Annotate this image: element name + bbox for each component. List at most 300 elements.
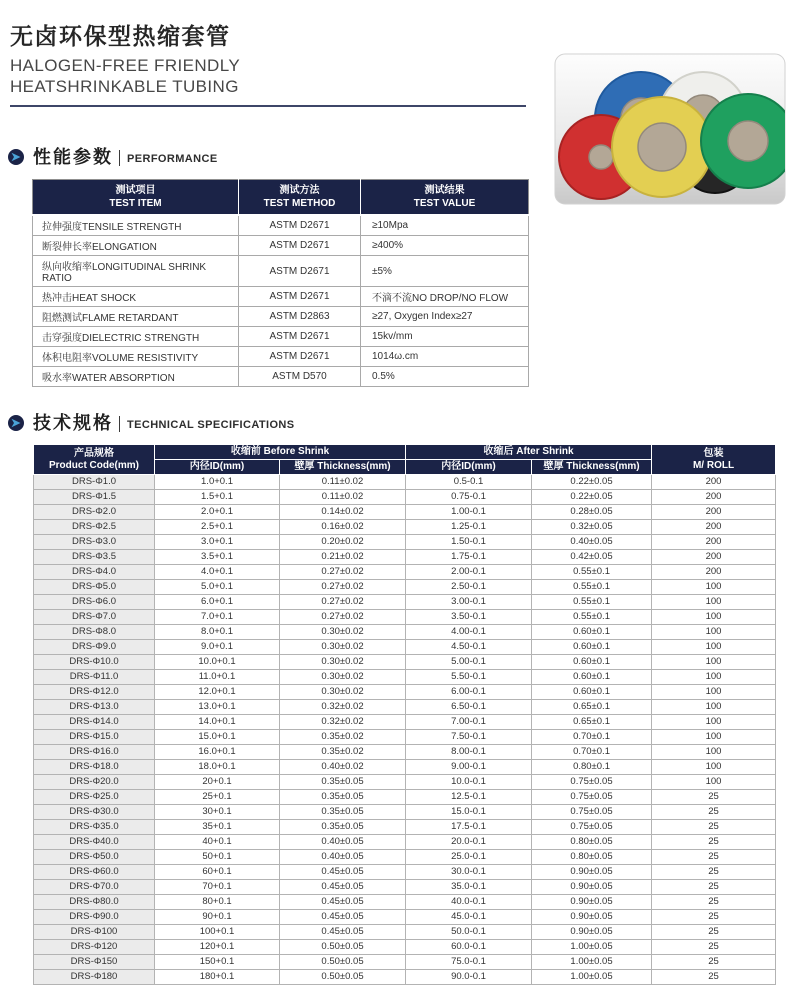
table-row [33, 236, 529, 256]
table-cell: 17.5-0.1 [406, 820, 532, 835]
table-cell: 100+0.1 [155, 925, 280, 940]
table-cell: 0.65±0.1 [532, 700, 652, 715]
table-cell: 0.90±0.05 [532, 895, 652, 910]
table-cell: 0.42±0.05 [532, 550, 652, 565]
table-cell: 纵向收缩率LONGITUDINAL SHRINK RATIO [33, 256, 239, 287]
table-cell: 25+0.1 [155, 790, 280, 805]
table-cell: 0.75±0.05 [532, 790, 652, 805]
table-cell: ASTM D2671 [239, 287, 361, 307]
table-cell: 12.5-0.1 [406, 790, 532, 805]
table-cell: 0.50±0.05 [280, 970, 406, 985]
table-cell: DRS-Φ2.5 [34, 520, 155, 535]
table-cell: 阻燃测试FLAME RETARDANT [33, 307, 239, 327]
table-cell: 15.0+0.1 [155, 730, 280, 745]
table-cell: 15.0-0.1 [406, 805, 532, 820]
spec-sheet-page [0, 18, 800, 989]
table-cell: 断裂伸长率ELONGATION [33, 236, 239, 256]
table-cell: 5.0+0.1 [155, 580, 280, 595]
table-cell: ASTM D2671 [239, 256, 361, 287]
table-cell: 100 [652, 745, 776, 760]
table-cell: 25.0-0.1 [406, 850, 532, 865]
table-cell: DRS-Φ14.0 [34, 715, 155, 730]
table-cell: 0.30±0.02 [280, 685, 406, 700]
table-cell: 9.0+0.1 [155, 640, 280, 655]
table-cell: 0.40±0.05 [280, 850, 406, 865]
table-cell: 2.00-0.1 [406, 565, 532, 580]
table-cell: 100 [652, 640, 776, 655]
table-row [34, 580, 776, 595]
table-cell: 1.00-0.1 [406, 505, 532, 520]
table-row [34, 805, 776, 820]
group-header-after-shrink: 收缩后 After Shrink [406, 445, 652, 460]
col-header-after-id: 内径ID(mm) [406, 460, 532, 475]
table-cell: 0.30±0.02 [280, 655, 406, 670]
table-cell: DRS-Φ9.0 [34, 640, 155, 655]
table-cell: 100 [652, 655, 776, 670]
table-cell: 3.5+0.1 [155, 550, 280, 565]
col-header-before-id: 内径ID(mm) [155, 460, 280, 475]
table-cell: 40+0.1 [155, 835, 280, 850]
table-cell: 0.60±0.1 [532, 685, 652, 700]
table-cell: 0.27±0.02 [280, 580, 406, 595]
table-cell: 0.35±0.05 [280, 820, 406, 835]
table-cell: 0.50±0.05 [280, 955, 406, 970]
table-cell: 0.70±0.1 [532, 730, 652, 745]
col-header-test-value: 测试结果 TEST VALUE [361, 180, 529, 216]
table-cell: 50+0.1 [155, 850, 280, 865]
table-cell: 0.45±0.05 [280, 865, 406, 880]
table-cell: 0.45±0.05 [280, 910, 406, 925]
table-cell: 体积电阻率VOLUME RESISTIVITY [33, 347, 239, 367]
table-cell: 5.00-0.1 [406, 655, 532, 670]
table-cell: 25 [652, 805, 776, 820]
table-cell: DRS-Φ150 [34, 955, 155, 970]
table-cell: ASTM D2863 [239, 307, 361, 327]
table-cell: 80+0.1 [155, 895, 280, 910]
table-row [34, 610, 776, 625]
table-cell: 0.35±0.02 [280, 730, 406, 745]
table-cell: 0.55±0.1 [532, 610, 652, 625]
table-cell: 拉伸强度TENSILE STRENGTH [33, 215, 239, 236]
table-cell: DRS-Φ3.5 [34, 550, 155, 565]
table-row [33, 327, 529, 347]
table-cell: 100 [652, 610, 776, 625]
table-cell: 0.32±0.02 [280, 715, 406, 730]
table-cell: ASTM D2671 [239, 327, 361, 347]
table-cell: 25 [652, 910, 776, 925]
table-cell: 100 [652, 625, 776, 640]
table-cell: 60.0-0.1 [406, 940, 532, 955]
table-cell: DRS-Φ2.0 [34, 505, 155, 520]
table-cell: 7.50-0.1 [406, 730, 532, 745]
table-row [34, 715, 776, 730]
table-cell: DRS-Φ3.0 [34, 535, 155, 550]
performance-table [32, 179, 529, 387]
table-cell: 0.45±0.05 [280, 895, 406, 910]
table-cell: 50.0-0.1 [406, 925, 532, 940]
table-cell: 16.0+0.1 [155, 745, 280, 760]
table-cell: 0.40±0.02 [280, 760, 406, 775]
table-cell: 2.0+0.1 [155, 505, 280, 520]
table-cell: DRS-Φ11.0 [34, 670, 155, 685]
table-cell: 3.50-0.1 [406, 610, 532, 625]
table-row [34, 730, 776, 745]
table-cell: 1.00±0.05 [532, 955, 652, 970]
table-cell: 100 [652, 715, 776, 730]
table-cell: 100 [652, 760, 776, 775]
table-cell: 25 [652, 940, 776, 955]
col-header-after-thickness: 壁厚 Thickness(mm) [532, 460, 652, 475]
table-cell: 热冲击HEAT SHOCK [33, 287, 239, 307]
table-cell: 8.0+0.1 [155, 625, 280, 640]
table-cell: 0.14±0.02 [280, 505, 406, 520]
table-cell: 25 [652, 865, 776, 880]
table-row [34, 490, 776, 505]
table-cell: DRS-Φ50.0 [34, 850, 155, 865]
table-cell: 70+0.1 [155, 880, 280, 895]
table-cell: 200 [652, 520, 776, 535]
table-cell: 40.0-0.1 [406, 895, 532, 910]
table-cell: 0.80±0.05 [532, 850, 652, 865]
table-row [34, 940, 776, 955]
table-row [34, 535, 776, 550]
table-cell: 100 [652, 685, 776, 700]
table-cell: DRS-Φ5.0 [34, 580, 155, 595]
table-cell: 0.90±0.05 [532, 880, 652, 895]
table-row [34, 790, 776, 805]
arrow-circle-icon [8, 415, 24, 431]
table-cell: 0.28±0.05 [532, 505, 652, 520]
table-cell: 5.50-0.1 [406, 670, 532, 685]
table-cell: 25 [652, 790, 776, 805]
roll-core [638, 123, 686, 171]
table-cell: DRS-Φ16.0 [34, 745, 155, 760]
table-cell: DRS-Φ13.0 [34, 700, 155, 715]
table-cell: DRS-Φ90.0 [34, 910, 155, 925]
table-cell: DRS-Φ20.0 [34, 775, 155, 790]
subtitle-line-2: HEATSHRINKABLE TUBING [10, 77, 239, 96]
table-cell: 0.30±0.02 [280, 625, 406, 640]
table-cell: ≥27, Oxygen Index≥27 [361, 307, 529, 327]
table-cell: 0.16±0.02 [280, 520, 406, 535]
table-cell: 0.35±0.05 [280, 775, 406, 790]
table-row [34, 820, 776, 835]
table-cell: 100 [652, 730, 776, 745]
table-cell: DRS-Φ70.0 [34, 880, 155, 895]
table-cell: 120+0.1 [155, 940, 280, 955]
table-cell: 1.0+0.1 [155, 475, 280, 490]
table-cell: 0.55±0.1 [532, 595, 652, 610]
table-cell: 12.0+0.1 [155, 685, 280, 700]
table-row [34, 670, 776, 685]
table-cell: 6.0+0.1 [155, 595, 280, 610]
col-header-test-item: 测试项目 TEST ITEM [33, 180, 239, 216]
table-cell: 18.0+0.1 [155, 760, 280, 775]
product-photo [555, 54, 785, 204]
table-cell: 1014ω.cm [361, 347, 529, 367]
table-cell: 25 [652, 895, 776, 910]
table-cell: 0.45±0.05 [280, 880, 406, 895]
table-cell: DRS-Φ1.5 [34, 490, 155, 505]
table-cell: 0.75-0.1 [406, 490, 532, 505]
table-cell: 7.0+0.1 [155, 610, 280, 625]
table-cell: 0.20±0.02 [280, 535, 406, 550]
table-cell: 0.60±0.1 [532, 670, 652, 685]
table-row [34, 685, 776, 700]
table-cell: 0.50±0.05 [280, 940, 406, 955]
table-cell: 200 [652, 490, 776, 505]
table-cell: 0.90±0.05 [532, 910, 652, 925]
table-cell: 0.75±0.05 [532, 775, 652, 790]
table-cell: 0.22±0.05 [532, 475, 652, 490]
table-row [34, 700, 776, 715]
col-header-pack: 包装 M/ ROLL [652, 445, 776, 475]
table-cell: 击穿强度DIELECTRIC STRENGTH [33, 327, 239, 347]
table-cell: 4.0+0.1 [155, 565, 280, 580]
table-cell: DRS-Φ40.0 [34, 835, 155, 850]
table-cell: 30.0-0.1 [406, 865, 532, 880]
table-cell: 10.0-0.1 [406, 775, 532, 790]
table-cell: 10.0+0.1 [155, 655, 280, 670]
table-cell: 0.35±0.02 [280, 745, 406, 760]
table-row [33, 256, 529, 287]
table-row [34, 910, 776, 925]
roll-core [589, 145, 613, 169]
table-cell: 0.80±0.1 [532, 760, 652, 775]
table-cell: DRS-Φ12.0 [34, 685, 155, 700]
table-cell: 0.27±0.02 [280, 610, 406, 625]
table-cell: 0.55±0.1 [532, 565, 652, 580]
table-cell: DRS-Φ8.0 [34, 625, 155, 640]
table-row [33, 347, 529, 367]
table-cell: 0.11±0.02 [280, 475, 406, 490]
table-cell: 0.5% [361, 367, 529, 387]
table-cell: 0.60±0.1 [532, 640, 652, 655]
col-header-before-thickness: 壁厚 Thickness(mm) [280, 460, 406, 475]
performance-title-cn: 性能参数 [33, 147, 113, 167]
table-row [34, 895, 776, 910]
table-cell: 25 [652, 835, 776, 850]
title-separator [119, 150, 120, 166]
table-cell: 6.00-0.1 [406, 685, 532, 700]
table-cell: DRS-Φ100 [34, 925, 155, 940]
table-cell: 45.0-0.1 [406, 910, 532, 925]
table-row [34, 475, 776, 490]
table-cell: 20.0-0.1 [406, 835, 532, 850]
table-cell: 3.00-0.1 [406, 595, 532, 610]
table-cell: 90.0-0.1 [406, 970, 532, 985]
table-row [33, 215, 529, 236]
roll-core [728, 121, 768, 161]
table-cell: 15kv/mm [361, 327, 529, 347]
table-cell: 20+0.1 [155, 775, 280, 790]
table-cell: 25 [652, 925, 776, 940]
table-cell: 0.32±0.02 [280, 700, 406, 715]
table-cell: DRS-Φ7.0 [34, 610, 155, 625]
table-cell: ASTM D570 [239, 367, 361, 387]
table-cell: 100 [652, 595, 776, 610]
specs-table [33, 444, 776, 985]
table-cell: ≥10Mpa [361, 215, 529, 236]
table-cell: 9.00-0.1 [406, 760, 532, 775]
table-row [34, 520, 776, 535]
table-cell: 1.50-0.1 [406, 535, 532, 550]
table-cell: 35.0-0.1 [406, 880, 532, 895]
table-cell: 0.27±0.02 [280, 565, 406, 580]
table-cell: 25 [652, 970, 776, 985]
table-cell: 6.50-0.1 [406, 700, 532, 715]
group-header-before-shrink: 收缩前 Before Shrink [155, 445, 406, 460]
table-cell: 1.75-0.1 [406, 550, 532, 565]
table-cell: 0.30±0.02 [280, 670, 406, 685]
col-header-product-code: 产品规格 Product Code(mm) [34, 445, 155, 475]
table-cell: 100 [652, 700, 776, 715]
table-cell: 180+0.1 [155, 970, 280, 985]
table-cell: 0.22±0.05 [532, 490, 652, 505]
table-row [34, 925, 776, 940]
table-cell: 0.21±0.02 [280, 550, 406, 565]
table-row [34, 745, 776, 760]
table-cell: 35+0.1 [155, 820, 280, 835]
table-cell: 60+0.1 [155, 865, 280, 880]
table-cell: DRS-Φ30.0 [34, 805, 155, 820]
table-cell: ≥400% [361, 236, 529, 256]
table-cell: 0.35±0.05 [280, 805, 406, 820]
table-cell: 100 [652, 580, 776, 595]
table-cell: 0.70±0.1 [532, 745, 652, 760]
table-cell: 0.32±0.05 [532, 520, 652, 535]
table-cell: ASTM D2671 [239, 347, 361, 367]
table-cell: 0.75±0.05 [532, 820, 652, 835]
table-row [34, 655, 776, 670]
table-cell: DRS-Φ60.0 [34, 865, 155, 880]
table-cell: DRS-Φ10.0 [34, 655, 155, 670]
table-cell: 0.11±0.02 [280, 490, 406, 505]
table-cell: 0.65±0.1 [532, 715, 652, 730]
table-cell: ASTM D2671 [239, 215, 361, 236]
table-cell: 200 [652, 535, 776, 550]
table-row [34, 955, 776, 970]
specs-title-en: TECHNICAL SPECIFICATIONS [127, 419, 295, 431]
table-cell: DRS-Φ120 [34, 940, 155, 955]
table-cell: 100 [652, 670, 776, 685]
table-cell: 0.55±0.1 [532, 580, 652, 595]
table-cell: 13.0+0.1 [155, 700, 280, 715]
table-cell: 0.27±0.02 [280, 595, 406, 610]
table-row [33, 287, 529, 307]
table-cell: 8.00-0.1 [406, 745, 532, 760]
table-cell: 1.00±0.05 [532, 940, 652, 955]
table-row [34, 565, 776, 580]
table-row [34, 970, 776, 985]
table-cell: ASTM D2671 [239, 236, 361, 256]
table-cell: 25 [652, 820, 776, 835]
table-cell: DRS-Φ35.0 [34, 820, 155, 835]
table-cell: 吸水率WATER ABSORPTION [33, 367, 239, 387]
table-cell: 0.90±0.05 [532, 925, 652, 940]
table-row [34, 505, 776, 520]
table-cell: 0.80±0.05 [532, 835, 652, 850]
table-cell: DRS-Φ180 [34, 970, 155, 985]
table-cell: DRS-Φ6.0 [34, 595, 155, 610]
header-divider [10, 105, 526, 107]
specs-title-cn: 技术规格 [33, 413, 113, 433]
table-cell: 1.00±0.05 [532, 970, 652, 985]
table-cell: DRS-Φ4.0 [34, 565, 155, 580]
table-row [34, 835, 776, 850]
table-row [33, 367, 529, 387]
table-cell: 0.40±0.05 [532, 535, 652, 550]
specs-table-group-header-row [34, 445, 776, 460]
table-cell: 3.0+0.1 [155, 535, 280, 550]
table-cell: 不滴不流NO DROP/NO FLOW [361, 287, 529, 307]
table-cell: DRS-Φ18.0 [34, 760, 155, 775]
table-cell: 11.0+0.1 [155, 670, 280, 685]
page-title: 无卤环保型热缩套管 [10, 23, 231, 49]
table-cell: 0.60±0.1 [532, 625, 652, 640]
table-row [34, 850, 776, 865]
table-row [34, 760, 776, 775]
table-cell: 200 [652, 505, 776, 520]
table-row [34, 595, 776, 610]
table-cell: 25 [652, 850, 776, 865]
specs-section-header [8, 413, 800, 433]
table-cell: 25 [652, 955, 776, 970]
table-cell: 75.0-0.1 [406, 955, 532, 970]
table-cell: 150+0.1 [155, 955, 280, 970]
table-cell: 1.25-0.1 [406, 520, 532, 535]
table-cell: 4.00-0.1 [406, 625, 532, 640]
col-header-test-method: 测试方法 TEST METHOD [239, 180, 361, 216]
table-cell: DRS-Φ1.0 [34, 475, 155, 490]
table-row [34, 865, 776, 880]
table-cell: 30+0.1 [155, 805, 280, 820]
table-cell: 0.45±0.05 [280, 925, 406, 940]
performance-title-en: PERFORMANCE [127, 153, 218, 165]
table-row [34, 625, 776, 640]
table-cell: 0.60±0.1 [532, 655, 652, 670]
table-cell: 0.90±0.05 [532, 865, 652, 880]
subtitle-line-1: HALOGEN-FREE FRIENDLY [10, 56, 241, 75]
table-row [34, 640, 776, 655]
table-cell: 1.5+0.1 [155, 490, 280, 505]
table-cell: 0.40±0.05 [280, 835, 406, 850]
table-cell: 0.5-0.1 [406, 475, 532, 490]
table-cell: 7.00-0.1 [406, 715, 532, 730]
table-cell: 25 [652, 880, 776, 895]
table-cell: 0.75±0.05 [532, 805, 652, 820]
table-cell: DRS-Φ80.0 [34, 895, 155, 910]
table-cell: 200 [652, 565, 776, 580]
performance-table-header-row [33, 180, 529, 216]
table-cell: DRS-Φ25.0 [34, 790, 155, 805]
table-cell: ±5% [361, 256, 529, 287]
table-cell: 200 [652, 475, 776, 490]
table-cell: 2.5+0.1 [155, 520, 280, 535]
table-cell: 90+0.1 [155, 910, 280, 925]
table-cell: DRS-Φ15.0 [34, 730, 155, 745]
table-cell: 14.0+0.1 [155, 715, 280, 730]
title-separator [119, 416, 120, 432]
table-row [34, 880, 776, 895]
table-cell: 4.50-0.1 [406, 640, 532, 655]
table-cell: 100 [652, 775, 776, 790]
table-row [34, 550, 776, 565]
table-cell: 0.35±0.05 [280, 790, 406, 805]
table-cell: 200 [652, 550, 776, 565]
table-row [34, 775, 776, 790]
arrow-circle-icon [8, 149, 24, 165]
